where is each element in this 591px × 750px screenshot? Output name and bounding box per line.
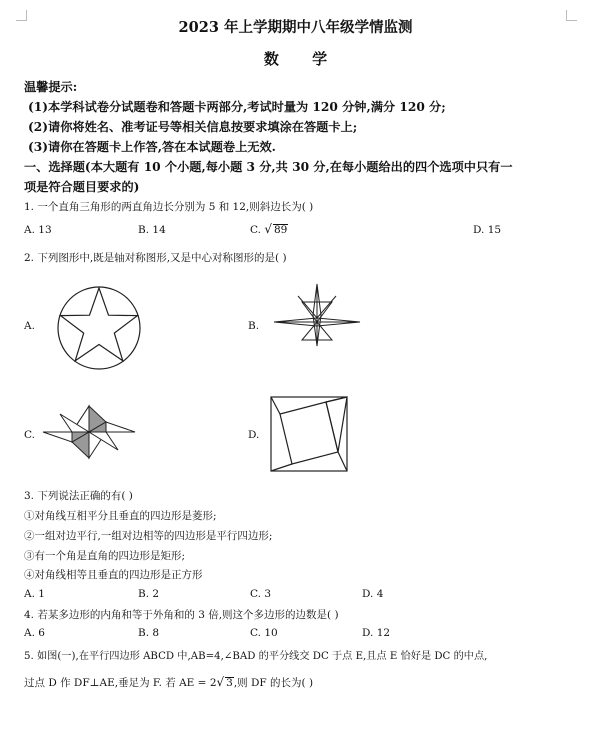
q2-stem: 2. 下列图形中,既是轴对称图形,又是中心对称图形的是( ): [24, 252, 287, 264]
tip-2: (2)请你将姓名、准考证号等相关信息按要求填涂在答题卡上;: [28, 120, 358, 134]
exam-title: 2023 年上学期期中八年级学情监测: [178, 19, 413, 36]
tip-1: (1)本学科试卷分试题卷和答题卡两部分,考试时量为 120 分钟,满分 120 分;: [28, 100, 446, 114]
q1-option-c-radicand: 89: [274, 224, 288, 236]
q5-radicand: 3: [226, 677, 233, 689]
q4-option-a: A. 6: [24, 627, 45, 639]
q3-option-d: D. 4: [362, 588, 384, 600]
q3-option-a: A. 1: [24, 588, 45, 600]
q1-option-c: [250, 222, 288, 236]
q1-option-d: D. 15: [473, 224, 502, 236]
sqrt-sign: √: [264, 222, 272, 236]
sqrt-sign: √: [216, 675, 225, 689]
section-heading-line2: 项是符合题目要求的): [24, 180, 140, 194]
q3-statement-2: ②一组对边平行,一组对边相等的四边形是平行四边形;: [24, 530, 273, 542]
q2-label-b: B.: [248, 320, 260, 332]
q3-option-c: C. 3: [250, 588, 272, 600]
tips-heading: 温馨提示:: [24, 80, 78, 94]
q1-stem: 1. 一个直角三角形的两直角边长分别为 5 和 12,则斜边长为( ): [24, 201, 314, 213]
q2-label-a: A.: [24, 320, 35, 332]
q3-option-b: B. 2: [138, 588, 160, 600]
subject-title: 数 学: [263, 50, 342, 68]
q4-option-d: D. 12: [362, 627, 391, 639]
compass-star-figure: [272, 282, 362, 348]
q5-line2: [24, 675, 313, 690]
q4-option-b: B. 8: [138, 627, 160, 639]
q3-stem: 3. 下列说法正确的有( ): [24, 490, 133, 502]
q3-statement-1: ①对角线互相平分且垂直的四边形是菱形;: [24, 510, 217, 522]
q5-line1: 5. 如图(一),在平行四边形 ABCD 中,AB=4,∠BAD 的平分线交 DC 于点 E,且点 E 恰好是 DC 的中点,: [24, 651, 488, 662]
q5-line2-suffix: ,则 DF 的长为( ): [233, 677, 314, 689]
section-heading-line1: 一、选择题(本大题有 10 个小题,每小题 3 分,共 30 分,在每小题给出的四个选项中只有一: [24, 160, 513, 174]
q4-stem: 4. 若某多边形的内角和等于外角和的 3 倍,则这个多边形的边数是( ): [24, 609, 339, 621]
nested-squares-figure: [270, 396, 348, 472]
pinwheel-figure: [42, 404, 136, 460]
q3-statement-4: ④对角线相等且垂直的四边形是正方形: [24, 569, 203, 581]
circle-star-figure: [56, 285, 142, 371]
q5-line2-prefix: 过点 D 作 DF⊥AE,垂足为 F. 若 AE = 2: [24, 677, 217, 689]
q1-option-c-label: C.: [250, 224, 261, 236]
q2-label-c: C.: [24, 429, 35, 441]
q4-option-c: C. 10: [250, 627, 278, 639]
tip-3: (3)请你在答题卡上作答,答在本试题卷上无效.: [28, 140, 276, 154]
q3-statement-3: ③有一个角是直角的四边形是矩形;: [24, 550, 186, 562]
q1-option-b: B. 14: [138, 224, 166, 236]
q2-label-d: D.: [248, 429, 260, 441]
q1-option-a: A. 13: [24, 224, 52, 236]
